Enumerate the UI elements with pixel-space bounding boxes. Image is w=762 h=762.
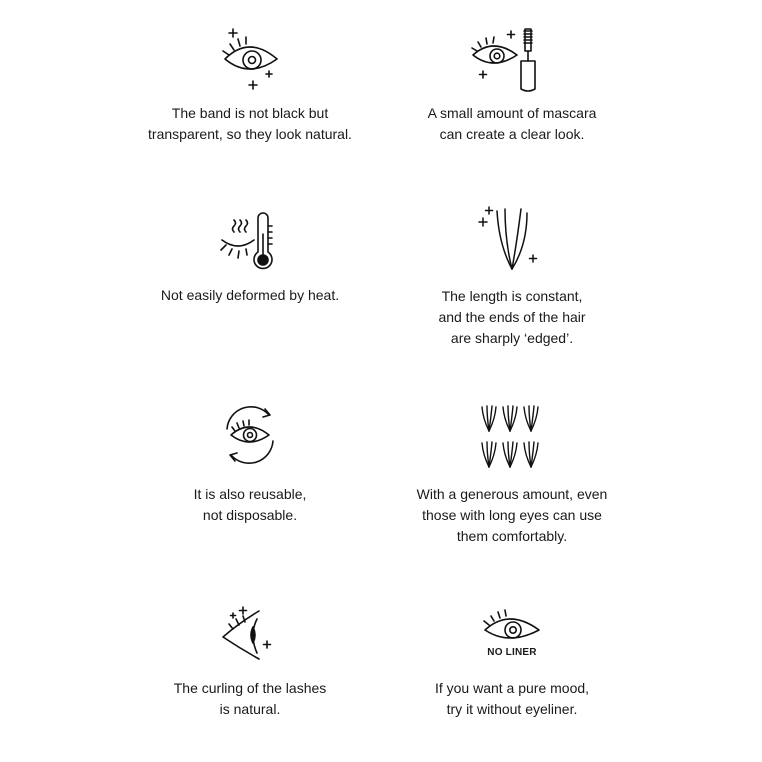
feature-caption: If you want a pure mood, try it without eyeliner. — [434, 680, 590, 717]
eye-sparkle-icon — [215, 25, 285, 91]
lash-clusters-grid-icon — [479, 405, 545, 469]
feature-caption: The band is not black but transparent, so they look natural. — [148, 105, 352, 142]
feature-caption: The length is constant, and the ends of the hair are sharply ‘edged’. — [438, 288, 586, 346]
eye-mascara-icon — [467, 25, 557, 95]
no-liner-label: NO LINER — [487, 647, 537, 658]
side-eye-curl-icon — [217, 605, 283, 665]
feature-caption: With a generous amount, even those with long eyes can use them comfortably. — [416, 486, 608, 544]
feature-caption: A small amount of mascara can create a clear look. — [427, 105, 597, 142]
eye-recycle-icon — [217, 403, 283, 467]
eye-no-liner-icon — [479, 606, 545, 646]
feature-caption: It is also reusable, not disposable. — [193, 486, 307, 523]
feature-caption: Not easily deformed by heat. — [160, 287, 340, 303]
lash-cluster-sparkle-icon — [477, 205, 547, 273]
closed-eye-thermometer-icon — [218, 212, 282, 274]
feature-caption: The curling of the lashes is natural. — [173, 680, 327, 717]
